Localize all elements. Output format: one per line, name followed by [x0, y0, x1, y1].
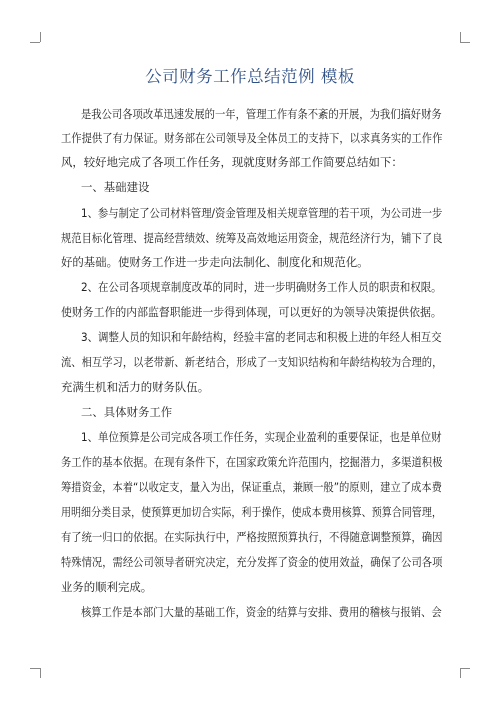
section-heading: 二、具体财务工作 — [81, 405, 173, 419]
body-line: 1、单位预算是公司完成各项工作任务，实现企业盈利的重要保证，也是单位财 — [81, 430, 442, 444]
body-line: 1、参与制定了公司材料管理/资金管理及相关规章管理的若干项，为公司进一步 — [81, 206, 443, 220]
body-line: 好的基础。使财务工作进一步走向法制化、制度化和规范化。 — [61, 255, 369, 269]
document-title: 公司财务工作总结范例 模板 — [145, 67, 355, 86]
body-line: 3、调整人员的知识和年龄结构，经验丰富的老同志和积极上进的年经人相互交 — [81, 330, 442, 344]
body-line: 2、在公司各项规章制度改革的同时，进一步明确财务工作人员的职责和权限。 — [81, 280, 442, 294]
section-heading: 一、基础建设 — [81, 180, 150, 194]
body-line: 使财务工作的内部监督职能进一步得到体现，可以更好的为领导决策提供依据。 — [61, 305, 442, 319]
body-line: 用明细分类目录，使预算更加切合实际，利于操作，使成本费用核算、预算合同管理， — [61, 505, 442, 519]
body-line: 流、相互学习，以老带新、新老结合，形成了一支知识结构和年龄结构较为合理的， — [61, 355, 443, 369]
body-line: 规范目标化管理、提高经营绩效、统筹及高效地运用资金，规范经济行为，铺下了良 — [61, 231, 443, 245]
body-line: 业务的顺利完成。 — [61, 580, 153, 594]
body-line: 充满生机和活力的财务队伍。 — [61, 380, 210, 394]
body-line: 工作提供了有力保证。财务部在公司领导及全体员工的支持下，以求真务实的工作作 — [61, 131, 443, 145]
body-line: 特殊情况，需经公司领导者研究决定，充分发挥了资金的使用效益，确保了公司各项 — [61, 555, 443, 569]
body-line: 风，较好地完成了各项工作任务，现就度财务部工作简要总结如下： — [61, 155, 403, 169]
body-line: 筹措资金，本着“以收定支，量入为出，保证重点，兼顾一般”的原则，建立了成本费 — [61, 480, 442, 494]
body-line: 有了统一归口的依据。在实际执行中，严格按照预算执行，不得随意调整预算，确因 — [61, 530, 443, 544]
body-line: 核算工作是本部门大量的基础工作，资金的结算与安排、费用的稽核与报销、会 — [81, 605, 442, 619]
body-line: 务工作的基本依据。在现有条件下，在国家政策允许范围内，挖掘潜力，多渠道积极 — [61, 455, 443, 469]
body-line: 是我公司各项改革迅速发展的一年，管理工作有条不紊的开展，为我们搞好财务 — [81, 107, 442, 121]
